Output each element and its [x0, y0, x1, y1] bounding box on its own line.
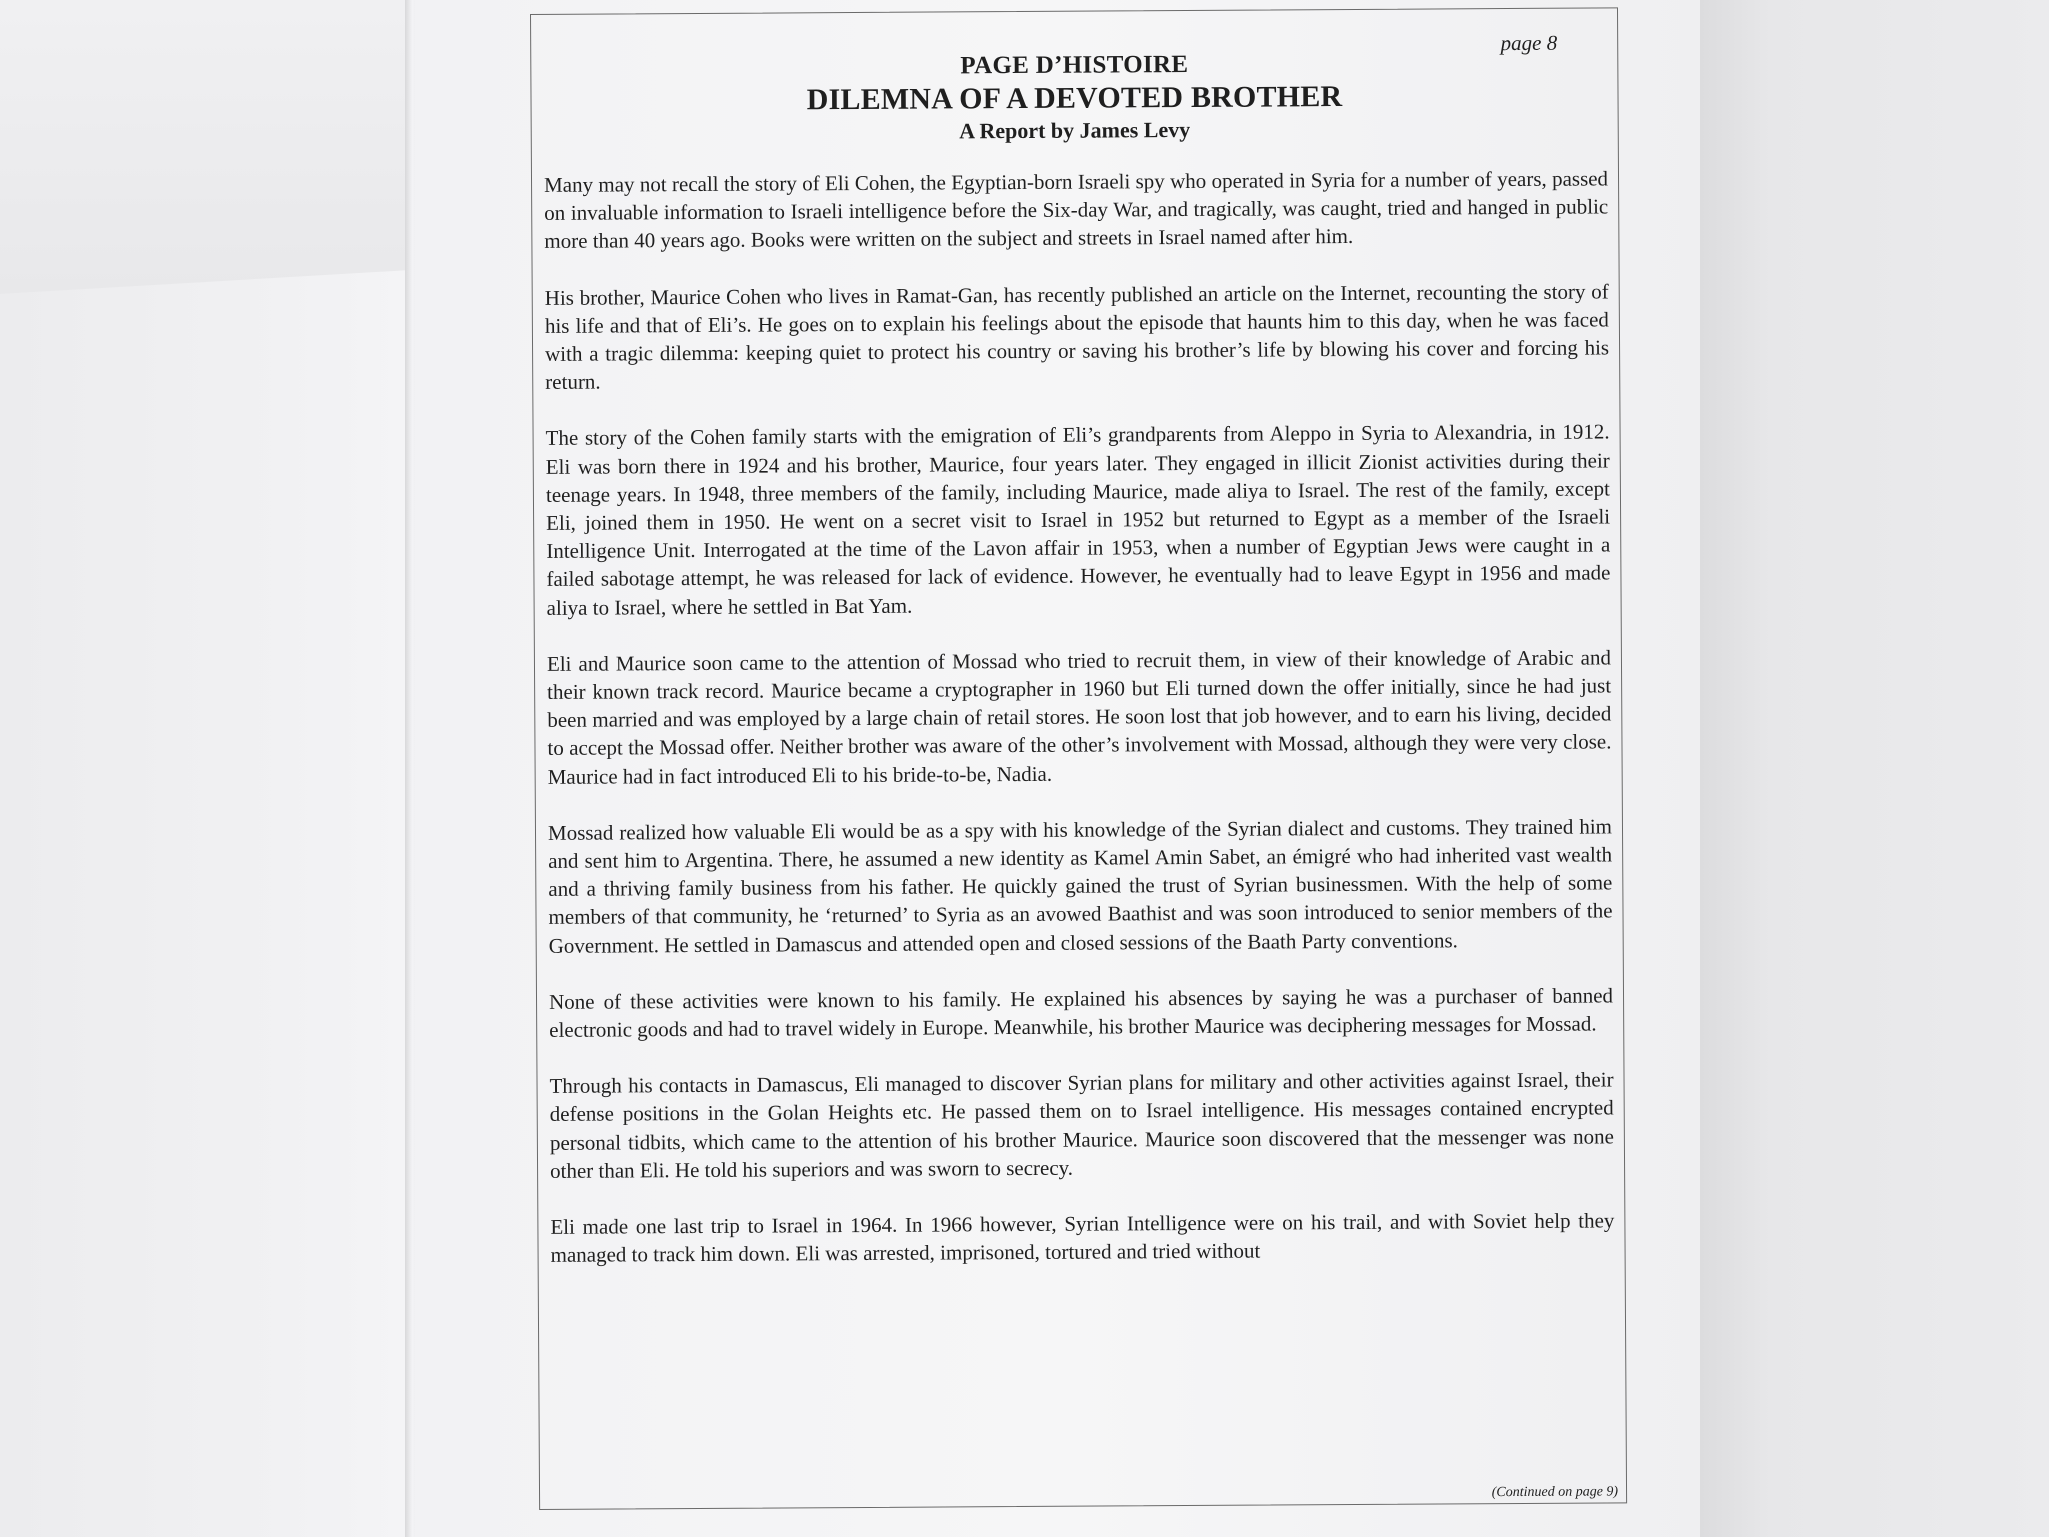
article-body: [544, 164, 1615, 1269]
paragraph-7: Through his contacts in Damascus, Eli managed to discover Syrian plans for military and other activities against Israel, their defense positions in the Golan Heights etc. He passed them on to Israel intelligence. His messages contained encrypted personal tidbits, which came to the attention of his brother Maurice. Maurice soon discovered that the messenger was none other than Eli. He told his superiors and was sworn to secrecy.: [549, 1067, 1614, 1183]
paragraph-5: Mossad realized how valuable Eli would be as a spy with his knowledge of the Syrian dialect and customs. They trained him and sent him to Argentina. There, he assumed a new identity as Kamel Amin Sabet, an émigré who had inherited vast wealth and a thriving family business from his father. He quickly gained the trust of Syrian businessmen. With the help of some members of that community, he ‘returned’ to Syria as an avowed Baathist and was soon introduced to senior members of the Government. He settled in Damascus and attended open and closed sessions of the Baath Party conventions.: [547, 814, 1613, 958]
paragraph-3: The story of the Cohen family starts with the emigration of Eli’s grandparents from Aleppo in Syria to Alexandria, in 1912. Eli was born there in 1924 and his brother, Maurice, four years later. They engaged in illicit Zionist activities during their teenage years. In 1948, three members of the family, including Maurice, made aliya to Israel. The rest of the family, except Eli, joined them in 1950. He went on a secret visit to Israel in 1952 but returned to Egypt as a member of the Israeli Intelligence Unit. Interrogated at the time of the Lavon affair in 1953, when a number of Egyptian Jews were caught in a failed sabotage attempt, he was released for lack of evidence. However, he eventually had to leave Egypt in 1956 and made aliya to Israel, where he settled in Bat Yam.: [545, 419, 1611, 620]
article-frame: [530, 7, 1627, 1510]
paragraph-1: Many may not recall the story of Eli Cohen, the Egyptian-born Israeli spy who operated in Syria for a number of years, passed on invaluable information to Israeli intelligence before the Six-day War, and tragically, was caught, tried and hanged in public more than 40 years ago. Books were written on the subject and streets in Israel named after him.: [543, 166, 1609, 254]
paragraph-4: Eli and Maurice soon came to the attention of Mossad who tried to recruit them, in view of their knowledge of Arabic and their known track record. Maurice became a cryptographer in 1960 but Eli turned down the offer initially, since he had just been married and was employed by a large chain of retail stores. He soon lost that job however, and to earn his living, decided to accept the Mossad offer. Neither brother was aware of the other’s involvement with Mossad, although they were very close. Maurice had in fact introduced Eli to his bride-to-be, Nadia.: [546, 645, 1612, 789]
article-byline: A Report by James Levy: [959, 116, 1191, 144]
left-page: [0, 0, 410, 1537]
page-number: page 8: [1500, 30, 1558, 56]
right-page: [1700, 0, 2049, 1537]
paragraph-8: Eli made one last trip to Israel in 1964. In 1966 however, Syrian Intelligence were on his trail, and with Soviet help they managed to track him down. Eli was arrested, imprisoned, tortured and tried without: [550, 1208, 1615, 1268]
article-title: DILEMNA OF A DEVOTED BROTHER: [806, 80, 1343, 117]
left-page-fold: [0, 0, 410, 300]
section-kicker: PAGE D’HISTOIRE: [960, 50, 1189, 80]
continued-note: (Continued on page 9): [1491, 1484, 1619, 1501]
paragraph-2: His brother, Maurice Cohen who lives in Ramat-Gan, has recently published an article on the Internet, recounting the story of his life and that of Eli’s. He goes on to explain his feelings about the episode that haunts him to this day, when he was faced with a tragic dilemma: keeping quiet to protect his country or saving his brother’s life by blowing his cover and forcing his return.: [544, 279, 1610, 395]
paragraph-6: None of these activities were known to his family. He explained his absences by saying he was a purchaser of banned electronic goods and had to travel widely in Europe. Meanwhile, his brother Maurice was deciphering messages for Mossad.: [548, 983, 1614, 1042]
article-header: [531, 48, 1618, 147]
